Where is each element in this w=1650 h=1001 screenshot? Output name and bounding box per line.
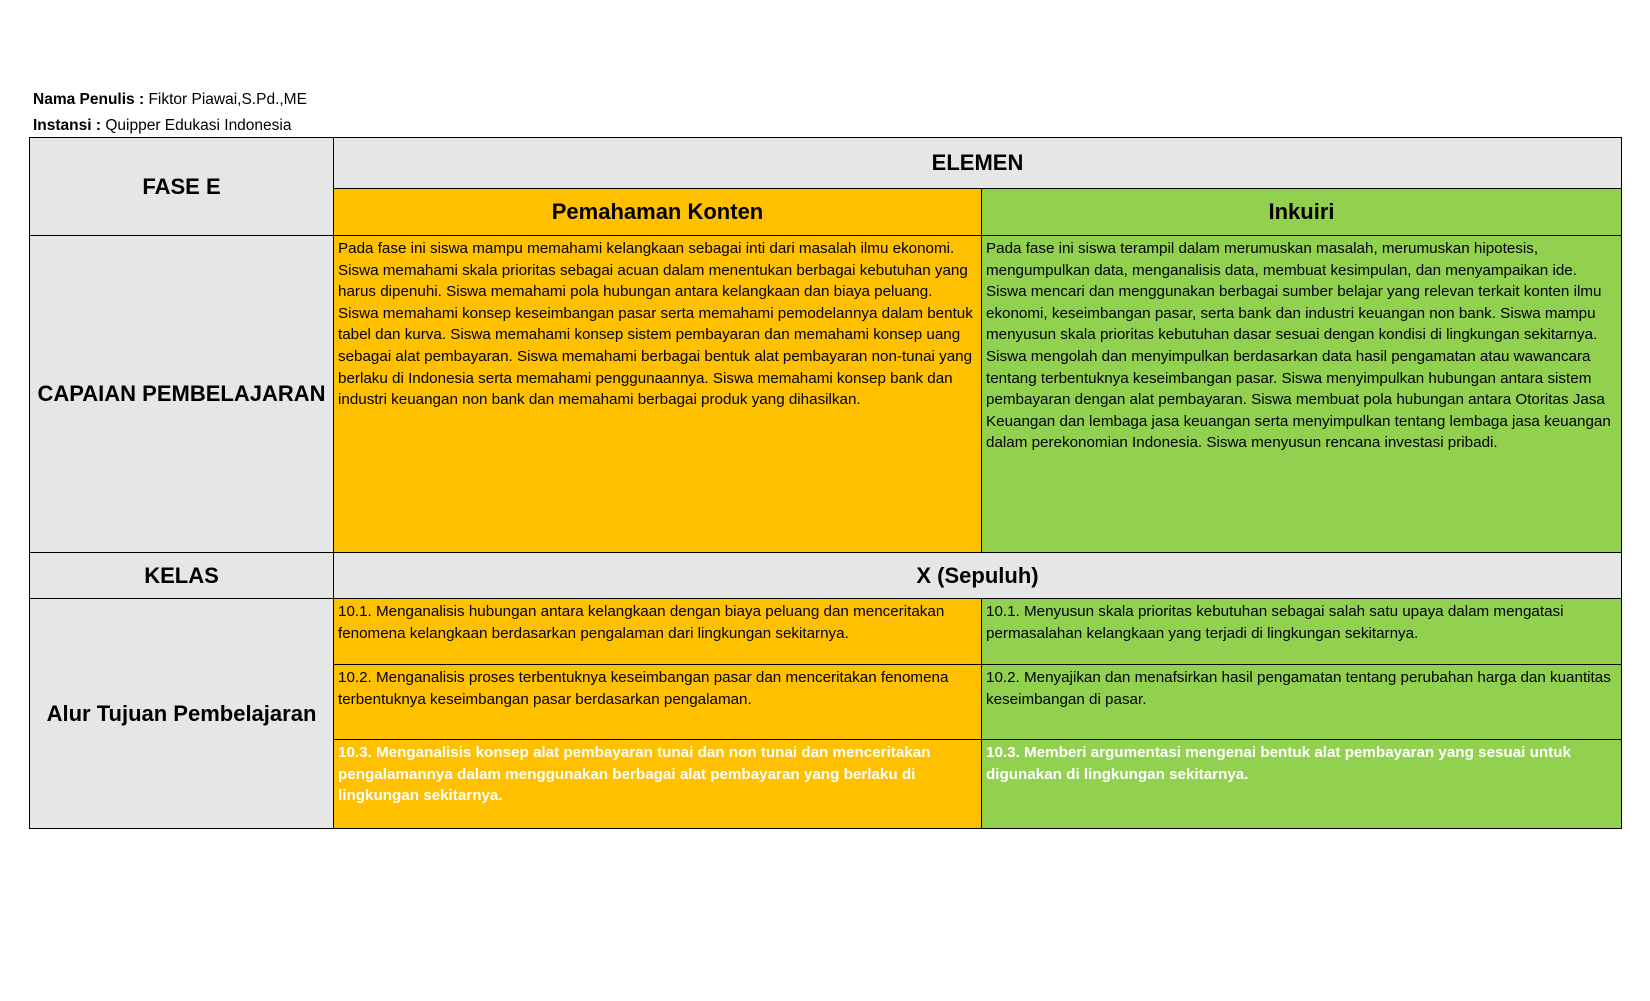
inquiry-column-header: Inkuiri (982, 189, 1622, 236)
phase-cell: FASE E (30, 138, 334, 236)
institution-value: Quipper Edukasi Indonesia (105, 117, 292, 134)
elements-header: ELEMEN (334, 138, 1622, 189)
cp-inquiry-cell: Pada fase ini siswa terampil dalam merumuskan masalah, merumuskan hipotesis, mengumpulkan data, menganalisis data, membuat kesimpulan, dan menyampaikan ide. Siswa mencari dan menggunakan berbagai sumber belajar yang relevan terkait konten ilmu ekonomi, keseimbangan pasar, serta bank dan industri keuangan non bank. Siswa mampu menyusun skala prioritas kebutuhan dasar sesuai dengan kondisi di lingkungan sekitarnya. Siswa mengolah dan menyimpulkan berdasarkan data hasil pengamatan atau wawancara tentang terbentuknya keseimbangan pasar. Siswa menyimpulkan hubungan antara sistem pembayaran dengan alat pembayaran. Siswa membuat pola hubungan antara Otoritas Jasa Keuangan dan lembaga jasa keuangan serta menyimpulkan tentang lembaga jasa keuangan dalam perekonomian Indonesia. Siswa menyusun rencana investasi pribadi. (982, 236, 1622, 553)
atp-content-1: 10.1. Menganalisis hubungan antara kelangkaan dengan biaya peluang dan menceritakan fenomena kelangkaan berdasarkan pengalaman dari lingkungan sekitarnya. (334, 599, 982, 665)
author-value: Fiktor Piawai,S.Pd.,ME (148, 91, 307, 108)
author-label: Nama Penulis : (33, 91, 145, 108)
atp-content-3: 10.3. Menganalisis konsep alat pembayaran tunai dan non tunai dan menceritakan pengalamannya dalam menggunakan berbagai alat pembayaran yang berlaku di lingkungan sekitarnya. (334, 740, 982, 829)
atp-content-2: 10.2. Menganalisis proses terbentuknya keseimbangan pasar dan menceritakan fenomena terbentuknya keseimbangan pasar berdasarkan pengalaman. (334, 665, 982, 740)
institution-label: Instansi : (33, 117, 102, 134)
atp-label: Alur Tujuan Pembelajaran (30, 599, 334, 829)
cp-label: CAPAIAN PEMBELAJARAN (30, 236, 334, 553)
curriculum-table (29, 137, 1622, 829)
content-column-header: Pemahaman Konten (334, 189, 982, 236)
class-label: KELAS (30, 553, 334, 599)
atp-inquiry-1: 10.1. Menyusun skala prioritas kebutuhan sebagai salah satu upaya dalam mengatasi permasalahan kelangkaan yang terjadi di lingkungan sekitarnya. (982, 599, 1622, 665)
cp-content-cell: Pada fase ini siswa mampu memahami kelangkaan sebagai inti dari masalah ilmu ekonomi. Siswa memahami skala prioritas sebagai acuan dalam menentukan berbagai kebutuhan yang harus dipenuhi. Siswa memahami pola hubungan antara kelangkaan dan biaya peluang. Siswa memahami konsep keseimbangan pasar serta memahami pemodelannya dalam bentuk tabel dan kurva. Siswa memahami konsep sistem pembayaran dan memahami konsep uang sebagai alat pembayaran. Siswa memahami berbagai bentuk alat pembayaran non-tunai yang berlaku di Indonesia serta memahami penggunaannya. Siswa memahami konsep bank dan industri keuangan non bank dan memahami berbagai produk yang dihasilkan. (334, 236, 982, 553)
atp-inquiry-2: 10.2. Menyajikan dan menafsirkan hasil pengamatan tentang perubahan harga dan kuantitas keseimbangan di pasar. (982, 665, 1622, 740)
class-value: X (Sepuluh) (334, 553, 1622, 599)
author-line (33, 90, 307, 110)
institution-line (33, 116, 291, 136)
atp-inquiry-3: 10.3. Memberi argumentasi mengenai bentuk alat pembayaran yang sesuai untuk digunakan di lingkungan sekitarnya. (982, 740, 1622, 829)
